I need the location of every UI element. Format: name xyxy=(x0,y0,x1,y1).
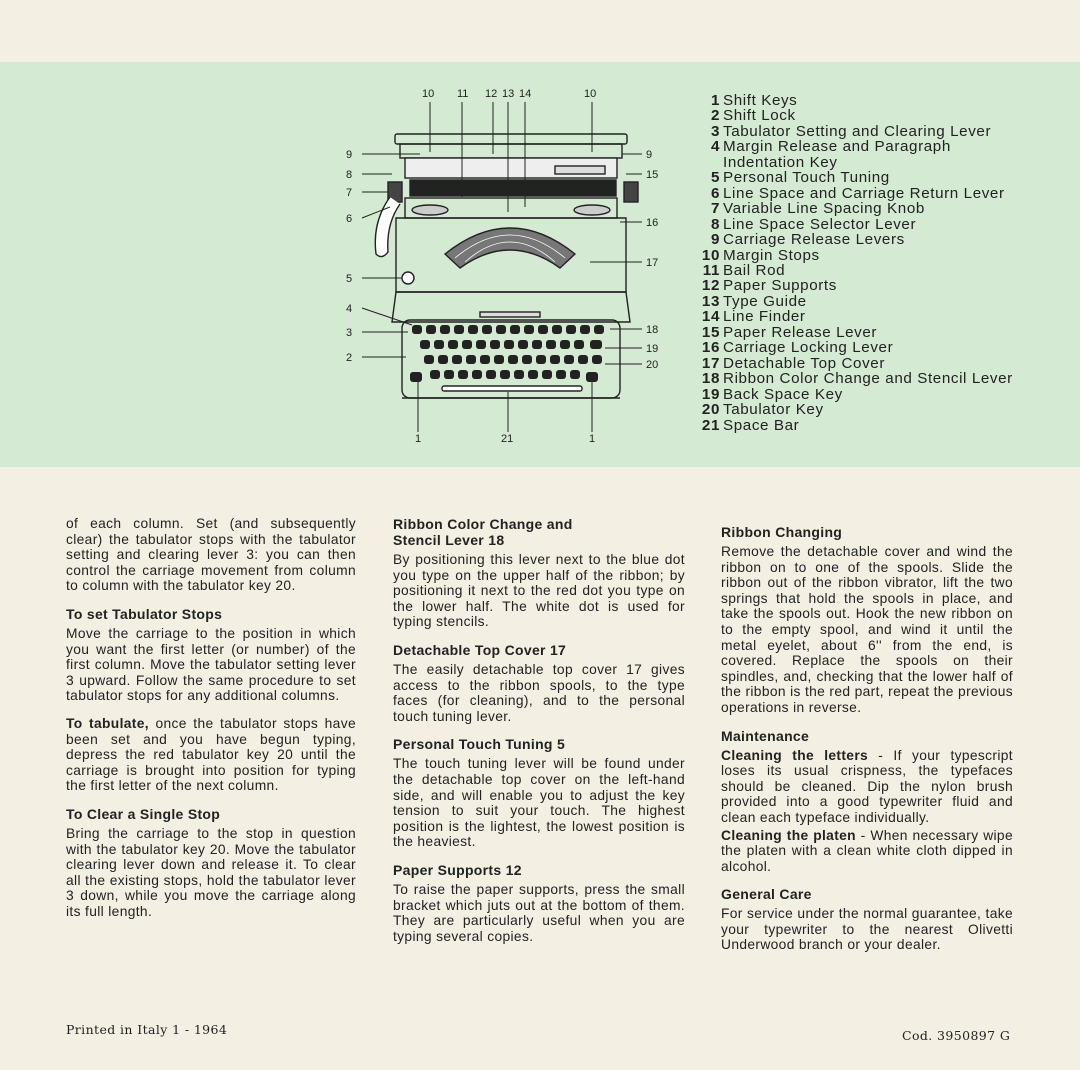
leader-lines xyxy=(362,102,642,432)
parts-legend xyxy=(695,93,1075,433)
printed-in-note: Printed in Italy 1 - 1964 xyxy=(66,1022,228,1037)
callout-bottom-1: 1 xyxy=(415,433,422,445)
legend-item: 3 Tabulator Setting and Clearing Lever xyxy=(710,122,992,140)
paragraph: The easily detachable top cover 17 gives access to the ribbon spools, to the type faces (for cleaning), and to the personal touch tuning lever. xyxy=(393,661,685,724)
left-spool xyxy=(412,205,448,215)
callout-bottom-3: 1 xyxy=(589,433,596,445)
paragraph: Bring the carriage to the stop in question with the tabulator key 20. Move the tabulator clearing lever down and release it. To clear all the existing stops, hold the tabulator lever 3 down, while you move the carriage along its full length. xyxy=(66,825,356,919)
callout-bottom-2: 21 xyxy=(501,433,514,445)
section-heading: Ribbon Changing xyxy=(721,524,843,540)
right-knob xyxy=(624,182,638,202)
legend-item-continuation: Indentation Key xyxy=(723,153,838,171)
paragraph: To tabulate, once the tabulator stops have been set and you have begun typing, depress the red tabulator key 20 until the carriage is brought into position for typing the first letter of the next column. xyxy=(66,715,356,794)
callout-top-1: 10 xyxy=(422,88,435,100)
paragraph: To raise the paper supports, press the small bracket which juts out at the bottom of them. They are particularly useful when you are typing several copies. xyxy=(393,881,685,944)
legend-item: 4 Margin Release and Paragraph xyxy=(710,138,951,156)
typewriter-drawing xyxy=(330,82,680,452)
legend-item: 15 Paper Release Lever xyxy=(701,323,878,341)
paragraph: of each column. Set (and subsequently clear) the tabulator stops with the tabulator setting and clearing lever 3: you can then control the carriage movement from column to column with the tabulator key 20. xyxy=(66,516,356,594)
section-heading: To set Tabulator Stops xyxy=(66,605,223,622)
callout-left-3: 7 xyxy=(346,187,353,199)
legend-item: 16 Carriage Locking Lever xyxy=(701,339,894,357)
legend-item: 20 Tabulator Key xyxy=(701,401,824,419)
paragraph: Move the carriage to the position in which you want the first letter (or number) of the first column. Move the tabulator setting lever 3 upward. Follow the same procedure to set tabulator stops for any additional columns. xyxy=(66,625,356,704)
paragraph: By positioning this lever next to the blue dot you type on the upper half of the ribbon; by positioning it next to the red dot you type on the lower half. The white dot is used for typing stencils. xyxy=(393,552,685,630)
platen-roller xyxy=(410,180,616,196)
callout-top-5: 14 xyxy=(519,88,532,100)
paragraph: Cleaning the platen - When necessary wipe the platen with a clean white cloth dipped in alcohol. xyxy=(721,827,1013,874)
callout-top-4: 13 xyxy=(502,88,515,100)
legend-item: 12 Paper Supports xyxy=(701,277,837,295)
callout-left-6: 4 xyxy=(346,303,353,315)
paragraph: The touch tuning lever will be found under the detachable top cover on the left-hand side, and will enable you to adjust the key tension to suit your touch. The highest position is the lightest, the lowest position is the heaviest. xyxy=(393,756,685,850)
callout-top-3: 12 xyxy=(485,88,498,100)
legend-item: 8 Line Space Selector Lever xyxy=(710,215,917,233)
paper-table xyxy=(400,144,622,158)
section-heading: General Care xyxy=(721,886,812,903)
typebar-basket xyxy=(445,228,575,268)
callout-right-3: 16 xyxy=(646,217,659,229)
paragraph-lead: Cleaning the platen xyxy=(721,827,856,843)
right-spool xyxy=(574,205,610,215)
legend-item: 19 Back Space Key xyxy=(701,385,843,403)
paragraph: For service under the normal guarantee, take your typewriter to the nearest Olivetti Underwood branch or your dealer. xyxy=(721,906,1013,953)
legend-item: 17 Detachable Top Cover xyxy=(701,354,885,372)
callout-left-5: 5 xyxy=(346,273,353,285)
text-column-1 xyxy=(66,516,356,931)
callout-top-2: 11 xyxy=(457,88,469,100)
legend-item: 10 Margin Stops xyxy=(701,246,820,264)
section-heading: Detachable Top Cover 17 xyxy=(393,641,567,658)
callout-left-4: 6 xyxy=(346,213,353,225)
text-column-3 xyxy=(721,516,1013,965)
legend-item: 7 Variable Line Spacing Knob xyxy=(710,200,925,218)
paragraph-lead: Cleaning the letters xyxy=(721,747,869,763)
section-heading: Ribbon Color Change and Stencil Lever 18 xyxy=(393,516,573,548)
callout-right-4: 17 xyxy=(646,257,659,269)
callout-left-2: 8 xyxy=(346,169,353,181)
section-heading: To Clear a Single Stop xyxy=(66,805,221,822)
paragraph-lead: To tabulate, xyxy=(66,715,149,731)
legend-item: 13 Type Guide xyxy=(701,292,807,310)
callout-left-1: 9 xyxy=(346,149,353,161)
legend-item: 14 Line Finder xyxy=(701,308,806,326)
callout-top-6: 10 xyxy=(584,88,597,100)
paragraph: Cleaning the letters - If your typescript loses its usual crispness, the typefaces should be cleaned. Dip the nylon brush provided into a good typewriter fluid and clean each typeface individually. xyxy=(721,747,1013,825)
legend-item: 11 Bail Rod xyxy=(702,261,786,279)
section-heading: Maintenance xyxy=(721,727,810,744)
typewriter-diagram xyxy=(330,82,680,452)
legend-item: 21 Space Bar xyxy=(701,416,800,434)
legend-item: 1 Shift Keys xyxy=(710,92,798,109)
catalog-code: Cod. 3950897 G xyxy=(902,1028,1011,1043)
callout-right-6: 19 xyxy=(646,343,659,355)
key-rows xyxy=(410,325,604,382)
callout-left-8: 2 xyxy=(346,352,353,364)
legend-item: 18 Ribbon Color Change and Stencil Lever xyxy=(701,370,1013,388)
paragraph: Remove the detachable cover and wind the ribbon on to one of the spools. Slide the ribbon out of the ribbon vibrator, lift the two springs that hold the spools in place, and take the spools out. Hook the new ribbon on to the empty spool, and wind it until the metal eyelet, about 6'' from the end, is covered. Replace the spools on their spindles, and, checking that the lower half of the ribbon is the red part, repeat the previous operations in reverse. xyxy=(721,544,1013,715)
legend-item: 6 Line Space and Carriage Return Lever xyxy=(710,184,1005,202)
legend-item: 2 Shift Lock xyxy=(710,107,796,125)
paper-release-slot xyxy=(555,166,605,174)
legend-item: 5 Personal Touch Tuning xyxy=(710,169,890,187)
callout-right-7: 20 xyxy=(646,359,659,371)
callout-right-5: 18 xyxy=(646,324,659,336)
space-bar xyxy=(442,386,582,391)
callout-left-7: 3 xyxy=(346,327,353,339)
legend-item: 9 Carriage Release Levers xyxy=(710,231,905,249)
text-column-2 xyxy=(393,516,685,956)
callout-right-2: 15 xyxy=(646,169,659,181)
section-heading: Personal Touch Tuning 5 xyxy=(393,736,566,753)
section-heading: Paper Supports 12 xyxy=(393,861,522,878)
touch-tuning-dial xyxy=(402,272,414,284)
callout-right-1: 9 xyxy=(646,149,653,161)
